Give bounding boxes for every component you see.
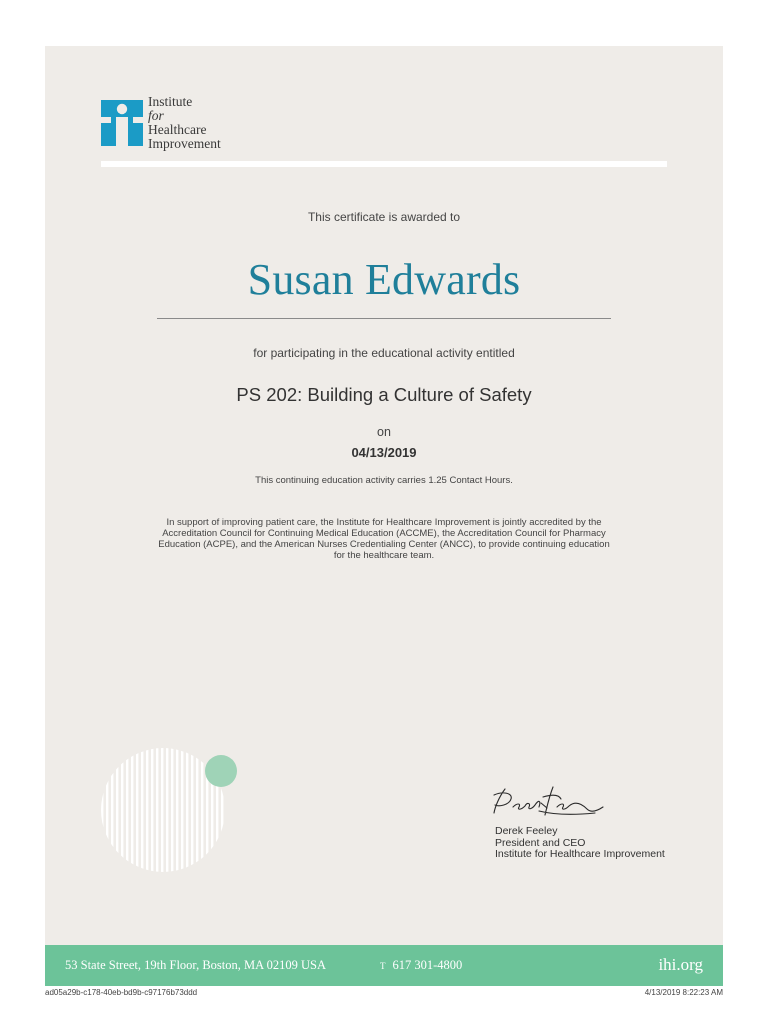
signature-image xyxy=(491,781,609,829)
footer-website-link[interactable]: ihi.org xyxy=(658,955,703,974)
completion-date: 04/13/2019 xyxy=(351,445,417,460)
awarded-to-text: This certificate is awarded to xyxy=(307,210,461,224)
logo-line-healthcare: Healthcare xyxy=(148,122,207,137)
signatory-organization: Institute for Healthcare Improvement xyxy=(495,848,665,860)
certificate xyxy=(45,46,723,986)
logo-line-improvement: Improvement xyxy=(148,136,221,151)
footer-phone xyxy=(380,958,462,973)
signatory-name: Derek Feeley xyxy=(495,825,558,837)
recipient-underline xyxy=(157,318,611,319)
green-dot-decoration xyxy=(205,755,237,787)
logo-line-institute: Institute xyxy=(148,94,193,109)
logo-line-for: for xyxy=(148,108,164,123)
activity-title: PS 202: Building a Culture of Safety xyxy=(236,384,532,405)
document-id: ad05a29b-c178-40eb-bd9b-c97176b73ddd xyxy=(45,988,198,997)
contact-hours-text: This continuing education activity carries 1.25 Contact Hours. xyxy=(255,475,513,486)
on-label: on xyxy=(377,425,391,439)
ihi-logo-icon xyxy=(101,100,143,146)
accreditation-statement: In support of improving patient care, the Institute for Healthcare Improvement is jointly accredited by the Accreditation Council for Continuing Medical Education (ACCME), the Accreditation Council for Pharmacy Education (ACPE), and the American Nurses Credentialing Center (ANCC), to provide continuing education for the healthcare team. xyxy=(158,517,610,561)
participating-text: for participating in the educational activity entitled xyxy=(253,346,515,360)
print-timestamp: 4/13/2019 8:22:23 AM xyxy=(644,988,723,997)
logo-wordmark xyxy=(148,95,221,151)
ihi-logo xyxy=(101,94,221,151)
signatory-block xyxy=(495,826,665,861)
footer-address: 53 State Street, 19th Floor, Boston, MA 02109 USA xyxy=(65,958,326,972)
phone-prefix: T xyxy=(380,961,386,971)
signatory-title: President and CEO xyxy=(495,836,586,849)
phone-number: 617 301-4800 xyxy=(392,958,463,972)
footer-bar xyxy=(45,945,723,986)
header-divider xyxy=(101,161,667,167)
recipient-name: Susan Edwards xyxy=(247,255,521,304)
